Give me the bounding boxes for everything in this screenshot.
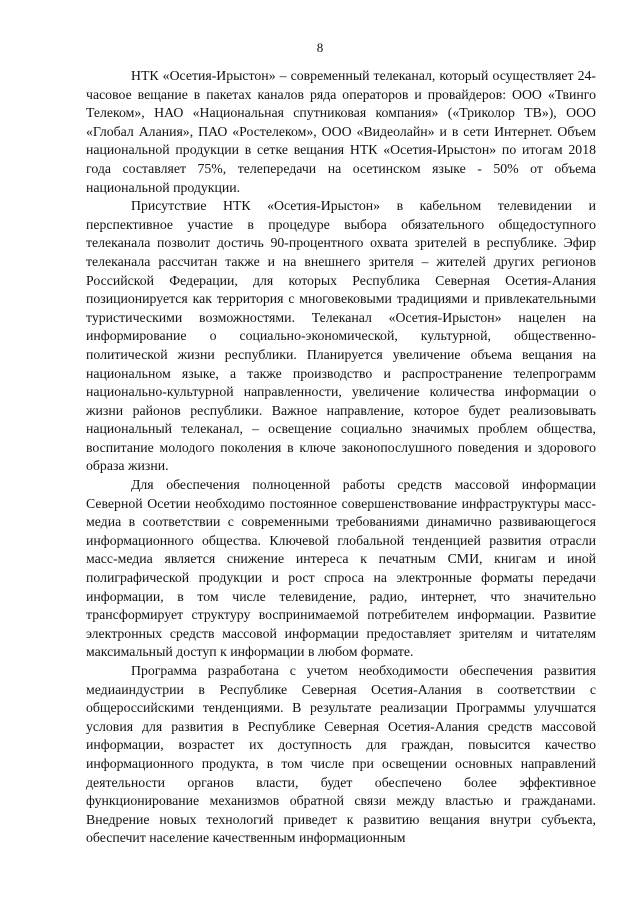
paragraph-media-infrastructure: Для обеспечения полноценной работы средств массовой информации Северной Осетии необходимо постоянное совершенствование инфраструктуры масс-медиа в соответствии с современными требованиями динамично развивающегося информационного общества. Ключевой глобальной тенденцией развития отрасли масс-медиа является снижение интереса к печатным СМИ, книгам и иной полиграфической продукции и рост спроса на электронные форматы передачи информации, в том числе телевидение, радио, интернет, что значительно трансформирует структуру воспринимаемой потребителем информации. Развитие электронных средств массовой информации предоставляет зрителям и читателям максимальный доступ к информации в любом формате. <box>86 477 596 660</box>
document-body <box>86 67 596 848</box>
paragraph-cable-coverage: Присутствие НТК «Осетия-Ирыстон» в кабельном телевидении и перспективное участие в процедуре выбора обязательного общедоступного телеканала позволит достичь 90-процентного охвата зрителей в республике. Эфир телеканала рассчитан также и на внешнего зрителя – жителей других регионов Российской Федерации, для которых Республика Северная Осетия-Алания позиционируется как территория с многовековыми традициями и привлекательными туристическими возможностями. Телеканал «Осетия-Ирыстон» нацелен на информирование о социально-экономической, культурной, общественно-политической жизни республики. Планируется увеличение объема вещания на национальном языке, а также производство и распространение телепрограмм национально-культурной направленности, увеличение количества информации о жизни районов республики. Важное направление, которое будет реализовывать национальный телеканал, – освещение социально значимых проблем общества, воспитание молодого поколения в ключе законопослушного поведения и здорового образа жизни. <box>86 198 596 474</box>
paragraph-program-goals: Программа разработана с учетом необходимости обеспечения развития медиаиндустрии в Республике Северная Осетия-Алания в соответствии с общероссийскими тенденциями. В результате реализации Программы улучшатся условия для развития в Республике Северная Осетия-Алания средств массовой информации, возрастет их доступность для граждан, повысится качество информационного продукта, в том числе при освещении основных направлений деятельности органов власти, будет обеспечено более эффективное функционирование механизмов обратной связи между властью и гражданами. Внедрение новых технологий приведет к развитию вещания внутри субъекта, обеспечит население качественным информационным <box>86 663 596 846</box>
paragraph-broadcasting: НТК «Осетия-Ирыстон» – современный телеканал, который осуществляет 24-часовое вещание в пакетах каналов ряда операторов и провайдеров: ООО «Твинго Телеком», НАО «Национальная спутниковая компания» («Триколор ТВ»), ООО «Глобал Алания», ПАО «Ростелеком», ООО «Видеолайн» и в сети Интернет. Объем национальной продукции в сетке вещания НТК «Осетия-Ирыстон» по итогам 2018 года составляет 75%, телепередачи на осетинском языке - 50% от объема национальной продукции. <box>86 68 596 195</box>
page-number: 8 <box>316 40 324 55</box>
